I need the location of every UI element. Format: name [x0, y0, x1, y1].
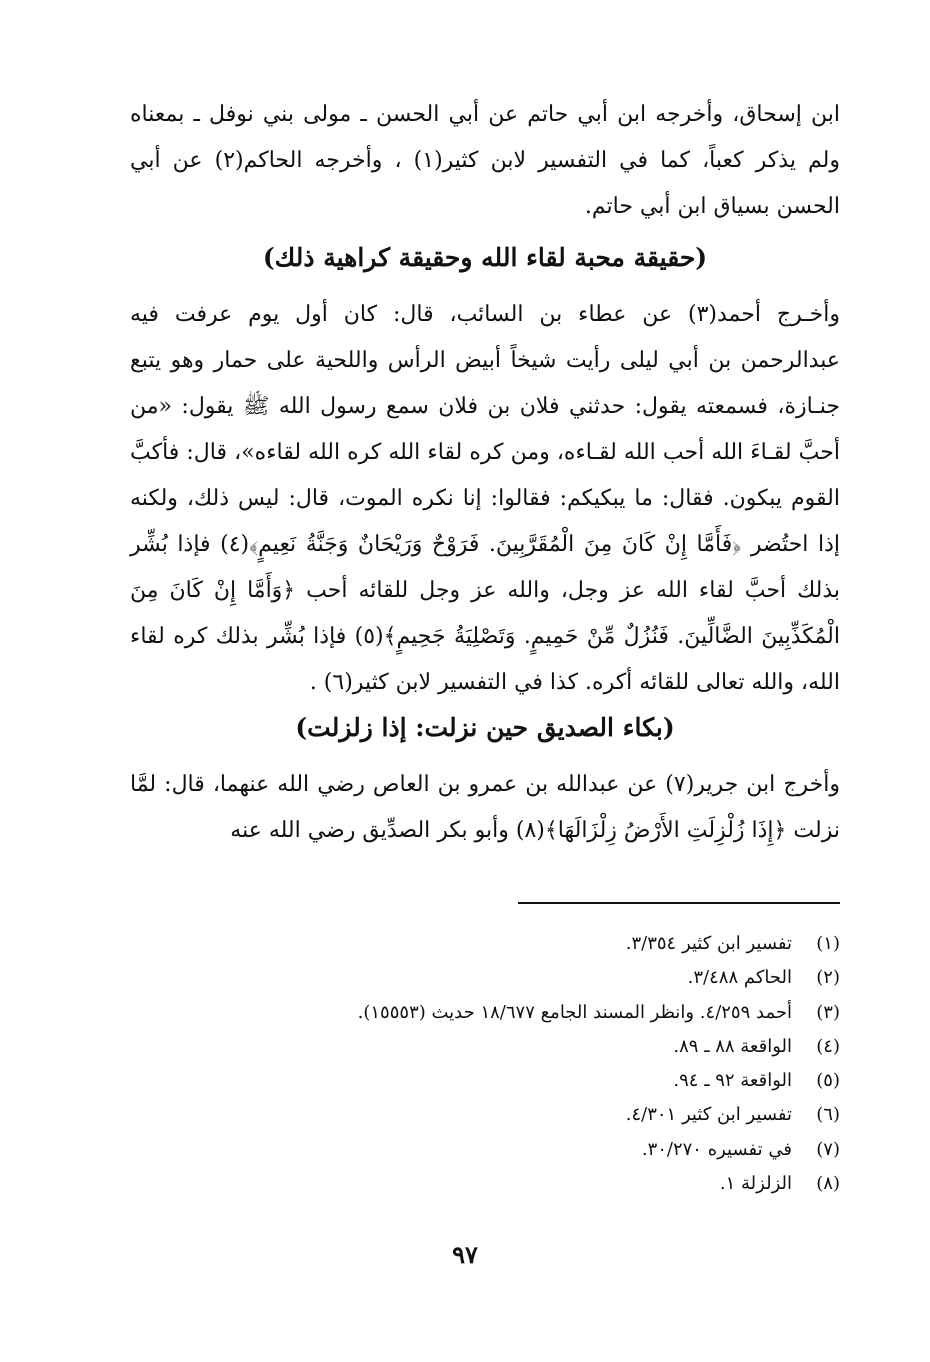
footnote-text: الزلزلة ١.	[719, 1173, 792, 1195]
footnote-number: (٢)	[816, 967, 840, 989]
footnote-number: (٥)	[816, 1070, 840, 1092]
paragraph-intro: ابن إسحاق، وأخرجه ابن أبي حاتم عن أبي الحسن ـ مولى بني نوفل ـ بمعناه ولم يذكر كعباً، كما في التفسير لابن كثير(١) ، وأخرجه الحاكم(٢) عن أبي الحسن بسياق ابن أبي حاتم.	[130, 102, 841, 219]
footnote-item	[200, 1167, 840, 1201]
footnote-item	[200, 1030, 840, 1064]
section-heading-siddiq-weeping: (بكاء الصديق حين نزلت: إذا زلزلت)	[295, 713, 675, 742]
footnote-number: (١)	[816, 933, 840, 954]
footnote-separator	[518, 902, 840, 904]
footnote-text: أحمد ٤/٢٥٩. وانظر المسند الجامع ١٨/٦٧٧ حديث (١٥٥٥٣).	[357, 1001, 792, 1023]
footnote-text: في تفسيره ٣٠/٢٧٠.	[641, 1138, 792, 1160]
section-heading-love-of-meeting-allah: (حقيقة محبة لقاء الله وحقيقة كراهية ذلك)	[262, 243, 708, 272]
footnote-number: (٧)	[816, 1138, 840, 1160]
footnote-item	[200, 996, 840, 1030]
paragraph-ibn-jarir: وأخرج ابن جرير(٧) عن عبدالله بن عمرو بن العاص رضي الله عنهما، قال: لمَّا نزلت ﴿إِذَا زُلْزِلَتِ الأَرْضُ زِلْزَالَهَا﴾(٨) وأبو بكر الصدِّيق رضي الله عنه	[130, 772, 841, 843]
footnote-text: الواقعة ٨٨ ـ ٨٩.	[673, 1035, 792, 1057]
footnote-item	[200, 1098, 840, 1132]
text-block-intro	[130, 92, 840, 230]
footnote-number: (٤)	[816, 1035, 840, 1057]
footnote-number: (٣)	[816, 1001, 840, 1023]
text-block-ibn-jarir	[130, 762, 840, 854]
footnote-number: (٦)	[816, 1104, 840, 1126]
footnote-item	[200, 961, 840, 995]
footnote-text: الواقعة ٩٢ ـ ٩٤.	[673, 1070, 792, 1092]
footnote-item	[200, 1133, 840, 1167]
footnote-text: تفسير ابن كثير ٤/٣٠١.	[625, 1104, 792, 1126]
footnotes-list	[200, 927, 840, 1201]
paragraph-ahmad-narration: وأخـرج أحمد(٣) عن عطاء بن السائب، قال: كان أول يوم عرفت فيه عبدالرحمن بن أبي ليلى رأيت شيخاً أبيض الرأس واللحية على حمار وهو يتبع جنـازة، فسمعته يقول: حدثني فلان بن فلان سمع رسول الله ﷺ يقول: «من أحبَّ لقـاءَ الله أحب الله لقـاءه، ومن كره لقاء الله كره الله لقاءه»، قال: فأكبَّ القوم يبكون. فقال: ما يبكيكم: فقالوا: إنا نكره الموت، قال: ليس ذلك، ولكنه إذا احتُضر ﴿فَأَمَّا إِنْ كَانَ مِنَ الْمُقَرَّبِينَ. فَرَوْحٌ وَرَيْحَانٌ وَجَنَّةُ نَعِيمٍ﴾(٤) فإذا بُشِّر بذلك أحبَّ لقاء الله عز وجل، والله عز وجل للقائه أحب ﴿وَأَمَّا إِنْ كَانَ مِنَ الْمُكَذِّبِينَ الضَّالِّينَ. فَنُزُلٌ مِّنْ حَمِيمٍ. وَتَصْلِيَةُ جَحِيمٍ﴾(٥) فإذا بُشِّر بذلك كره لقاء الله، والله تعالى للقائه أكره. كذا في التفسير لابن كثير(٦) .	[130, 302, 840, 695]
page-number: ٩٧	[452, 1240, 478, 1269]
footnote-item	[200, 1064, 840, 1098]
text-block-ahmad-narration	[130, 292, 840, 706]
footnote-number: (٨)	[816, 1173, 840, 1195]
footnote-text: الحاكم ٣/٤٨٨.	[687, 967, 792, 989]
footnote-item	[200, 927, 840, 961]
footnote-text: تفسير ابن كثير ٣/٣٥٤.	[625, 933, 792, 954]
